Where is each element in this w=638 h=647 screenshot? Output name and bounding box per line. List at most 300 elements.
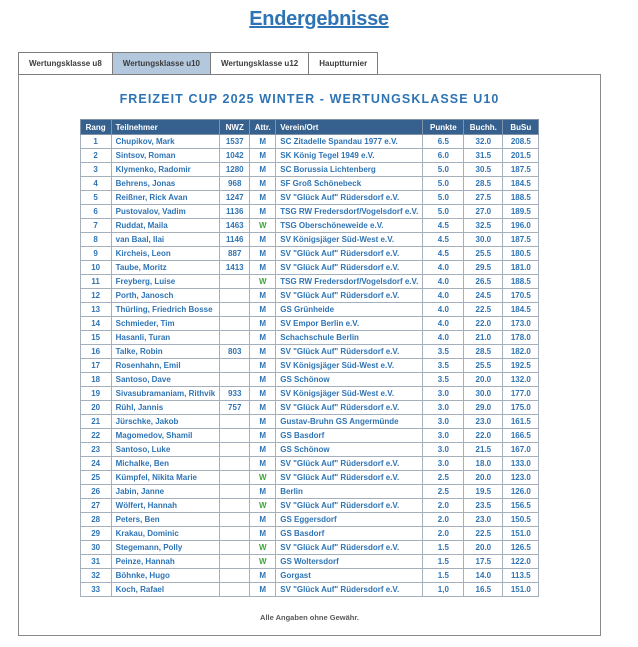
cell-teilnehmer: Jürschke, Jakob [111,415,220,429]
cell-busu: 170.5 [503,289,539,303]
cell-teilnehmer: Peinze, Hannah [111,555,220,569]
cell-verein-ort: Gorgast [276,569,423,583]
cell-rang: 11 [80,275,111,289]
cell-nwz [220,359,250,373]
cell-rang: 21 [80,415,111,429]
table-row [80,443,539,457]
cell-nwz [220,499,250,513]
cell-teilnehmer: Behrens, Jonas [111,177,220,191]
table-row [80,555,539,569]
cell-attr: M [250,303,276,317]
cell-attr: M [250,261,276,275]
cell-buchh: 14.0 [464,569,503,583]
table-row [80,513,539,527]
cell-attr: M [250,569,276,583]
table-row [80,163,539,177]
cell-verein-ort: SV Königsjäger Süd-West e.V. [276,359,423,373]
cell-attr: M [250,359,276,373]
cell-rang: 5 [80,191,111,205]
cell-punkte: 3.5 [423,373,464,387]
cell-verein-ort: SV "Glück Auf" Rüdersdorf e.V. [276,471,423,485]
cell-attr: W [250,499,276,513]
cell-nwz [220,303,250,317]
cell-rang: 13 [80,303,111,317]
cell-teilnehmer: Sintsov, Roman [111,149,220,163]
table-row [80,345,539,359]
cell-attr: M [250,513,276,527]
cell-verein-ort: TSG RW Fredersdorf/Vogelsdorf e.V. [276,275,423,289]
cell-teilnehmer: Ruddat, Maila [111,219,220,233]
cell-rang: 32 [80,569,111,583]
cell-attr: M [250,149,276,163]
table-row [80,429,539,443]
table-row [80,219,539,233]
cell-teilnehmer: Taube, Moritz [111,261,220,275]
cell-punkte: 4.5 [423,219,464,233]
cell-teilnehmer: Magomedov, Shamil [111,429,220,443]
cell-punkte: 2.0 [423,513,464,527]
cell-buchh: 23.0 [464,513,503,527]
table-row [80,359,539,373]
cell-rang: 2 [80,149,111,163]
table-row [80,289,539,303]
cell-attr: M [250,485,276,499]
tab-wertungsklasse-u10[interactable]: Wertungsklasse u10 [112,52,211,75]
cell-buchh: 28.5 [464,345,503,359]
cell-rang: 18 [80,373,111,387]
cell-punkte: 1.5 [423,555,464,569]
cell-teilnehmer: Peters, Ben [111,513,220,527]
cell-nwz [220,527,250,541]
cell-punkte: 3.5 [423,345,464,359]
cell-nwz [220,583,250,597]
cell-punkte: 3.0 [423,443,464,457]
tournament-heading: FREIZEIT CUP 2025 WINTER - WERTUNGSKLASSE U10 [119,92,500,106]
cell-busu: 126.5 [503,541,539,555]
cell-verein-ort: Schachschule Berlin [276,331,423,345]
page-title: Endergebnisse [249,8,389,30]
cell-verein-ort: Gustav-Bruhn GS Angermünde [276,415,423,429]
cell-attr: M [250,443,276,457]
cell-verein-ort: GS Grünheide [276,303,423,317]
cell-punkte: 5.0 [423,177,464,191]
cell-teilnehmer: Klymenko, Radomir [111,163,220,177]
cell-attr: M [250,177,276,191]
cell-nwz: 1463 [220,219,250,233]
cell-teilnehmer: van Baal, Ilai [111,233,220,247]
cell-attr: M [250,415,276,429]
cell-teilnehmer: Talke, Robin [111,345,220,359]
cell-rang: 15 [80,331,111,345]
cell-rang: 22 [80,429,111,443]
cell-verein-ort: SV "Glück Auf" Rüdersdorf e.V. [276,289,423,303]
table-row [80,303,539,317]
cell-attr: M [250,331,276,345]
cell-busu: 166.5 [503,429,539,443]
cell-nwz [220,429,250,443]
cell-punkte: 2.5 [423,485,464,499]
cell-teilnehmer: Rosenhahn, Emil [111,359,220,373]
cell-rang: 23 [80,443,111,457]
cell-rang: 17 [80,359,111,373]
cell-buchh: 21.5 [464,443,503,457]
table-row [80,499,539,513]
cell-busu: 177.0 [503,387,539,401]
cell-attr: M [250,401,276,415]
cell-nwz: 1413 [220,261,250,275]
cell-nwz [220,457,250,471]
cell-busu: 192.5 [503,359,539,373]
cell-teilnehmer: Wölfert, Hannah [111,499,220,513]
cell-buchh: 27.0 [464,205,503,219]
results-table-body [80,135,539,597]
cell-nwz [220,485,250,499]
cell-busu: 181.0 [503,261,539,275]
cell-verein-ort: TSG Oberschöneweide e.V. [276,219,423,233]
column-header-teilnehmer: Teilnehmer [111,120,220,135]
cell-nwz: 1537 [220,135,250,149]
cell-rang: 10 [80,261,111,275]
cell-nwz [220,415,250,429]
cell-attr: M [250,527,276,541]
cell-rang: 12 [80,289,111,303]
cell-punkte: 2.5 [423,471,464,485]
cell-punkte: 3.0 [423,457,464,471]
cell-busu: 189.5 [503,205,539,219]
cell-punkte: 2.0 [423,527,464,541]
cell-buchh: 19.5 [464,485,503,499]
cell-verein-ort: GS Basdorf [276,527,423,541]
cell-buchh: 32.0 [464,135,503,149]
cell-punkte: 6.0 [423,149,464,163]
cell-verein-ort: SV "Glück Auf" Rüdersdorf e.V. [276,261,423,275]
cell-busu: 151.0 [503,527,539,541]
cell-verein-ort: SV "Glück Auf" Rüdersdorf e.V. [276,345,423,359]
table-header-row [80,120,539,135]
cell-busu: 173.0 [503,317,539,331]
cell-buchh: 23.0 [464,415,503,429]
cell-attr: M [250,247,276,261]
cell-attr: M [250,233,276,247]
cell-rang: 20 [80,401,111,415]
cell-teilnehmer: Pustovalov, Vadim [111,205,220,219]
cell-punkte: 1.5 [423,569,464,583]
cell-punkte: 6.5 [423,135,464,149]
cell-buchh: 31.5 [464,149,503,163]
cell-busu: 167.0 [503,443,539,457]
cell-rang: 8 [80,233,111,247]
cell-rang: 7 [80,219,111,233]
cell-rang: 16 [80,345,111,359]
cell-punkte: 3.0 [423,401,464,415]
cell-teilnehmer: Sivasubramaniam, Rithvik [111,387,220,401]
table-row [80,471,539,485]
cell-busu: 201.5 [503,149,539,163]
cell-teilnehmer: Kümpfel, Nikita Marie [111,471,220,485]
cell-busu: 133.0 [503,457,539,471]
cell-nwz: 1280 [220,163,250,177]
cell-attr: M [250,191,276,205]
cell-rang: 14 [80,317,111,331]
cell-rang: 31 [80,555,111,569]
cell-nwz: 933 [220,387,250,401]
cell-busu: 175.0 [503,401,539,415]
cell-rang: 28 [80,513,111,527]
cell-busu: 180.5 [503,247,539,261]
cell-buchh: 20.0 [464,471,503,485]
cell-rang: 1 [80,135,111,149]
cell-verein-ort: TSG RW Fredersdorf/Vogelsdorf e.V. [276,205,423,219]
table-row [80,275,539,289]
cell-buchh: 29.0 [464,401,503,415]
cell-buchh: 20.0 [464,373,503,387]
cell-busu: 132.0 [503,373,539,387]
cell-busu: 187.5 [503,163,539,177]
cell-verein-ort: SV "Glück Auf" Rüdersdorf e.V. [276,191,423,205]
cell-nwz: 1146 [220,233,250,247]
cell-buchh: 16.5 [464,583,503,597]
cell-attr: W [250,555,276,569]
tab-wertungsklasse-u12[interactable]: Wertungsklasse u12 [210,52,309,75]
cell-buchh: 18.0 [464,457,503,471]
cell-nwz: 1247 [220,191,250,205]
cell-buchh: 28.5 [464,177,503,191]
cell-rang: 29 [80,527,111,541]
column-header-rang: Rang [80,120,111,135]
cell-teilnehmer: Koch, Rafael [111,583,220,597]
cell-nwz [220,513,250,527]
cell-busu: 178.0 [503,331,539,345]
cell-busu: 184.5 [503,177,539,191]
cell-rang: 3 [80,163,111,177]
cell-attr: W [250,219,276,233]
table-row [80,261,539,275]
column-header-verein-ort: Verein/Ort [276,120,423,135]
cell-attr: W [250,471,276,485]
cell-punkte: 5.0 [423,191,464,205]
cell-verein-ort: SF Groß Schönebeck [276,177,423,191]
cell-buchh: 22.0 [464,429,503,443]
column-header-punkte: Punkte [423,120,464,135]
cell-buchh: 26.5 [464,275,503,289]
table-row [80,373,539,387]
cell-punkte: 3.5 [423,359,464,373]
table-row [80,527,539,541]
cell-teilnehmer: Santoso, Dave [111,373,220,387]
cell-buchh: 20.0 [464,541,503,555]
cell-teilnehmer: Schmieder, Tim [111,317,220,331]
cell-buchh: 25.5 [464,359,503,373]
cell-buchh: 30.0 [464,233,503,247]
cell-punkte: 2.0 [423,499,464,513]
column-header-busu: BuSu [503,120,539,135]
table-row [80,485,539,499]
cell-verein-ort: GS Schönow [276,443,423,457]
cell-teilnehmer: Santoso, Luke [111,443,220,457]
cell-busu: 188.5 [503,275,539,289]
table-row [80,149,539,163]
table-row [80,317,539,331]
cell-nwz: 887 [220,247,250,261]
cell-buchh: 17.5 [464,555,503,569]
cell-attr: M [250,345,276,359]
cell-verein-ort: SV "Glück Auf" Rüdersdorf e.V. [276,457,423,471]
cell-rang: 27 [80,499,111,513]
cell-punkte: 4.0 [423,275,464,289]
cell-attr: W [250,275,276,289]
cell-busu: 182.0 [503,345,539,359]
disclaimer-text: Alle Angaben ohne Gewähr. [260,613,359,622]
cell-teilnehmer: Porth, Janosch [111,289,220,303]
column-header-buchh: Buchh. [464,120,503,135]
cell-punkte: 4.0 [423,303,464,317]
cell-teilnehmer: Rühl, Jannis [111,401,220,415]
cell-attr: M [250,429,276,443]
cell-verein-ort: SV Königsjäger Süd-West e.V. [276,233,423,247]
cell-busu: 196.0 [503,219,539,233]
table-row [80,541,539,555]
table-row [80,457,539,471]
cell-verein-ort: SV Empor Berlin e.V. [276,317,423,331]
cell-busu: 188.5 [503,191,539,205]
cell-nwz: 1136 [220,205,250,219]
table-row [80,135,539,149]
cell-buchh: 22.5 [464,303,503,317]
cell-verein-ort: SV "Glück Auf" Rüdersdorf e.V. [276,499,423,513]
cell-rang: 33 [80,583,111,597]
cell-busu: 184.5 [503,303,539,317]
tab-hauptturnier[interactable]: Hauptturnier [308,52,378,75]
table-row [80,387,539,401]
cell-punkte: 4.0 [423,289,464,303]
cell-verein-ort: SV "Glück Auf" Rüdersdorf e.V. [276,247,423,261]
cell-nwz [220,331,250,345]
cell-busu: 123.0 [503,471,539,485]
table-row [80,247,539,261]
cell-punkte: 3.0 [423,429,464,443]
cell-teilnehmer: Krakau, Dominic [111,527,220,541]
cell-nwz [220,443,250,457]
table-row [80,401,539,415]
cell-buchh: 22.0 [464,317,503,331]
cell-buchh: 23.5 [464,499,503,513]
cell-verein-ort: SC Borussia Lichtenberg [276,163,423,177]
table-row [80,583,539,597]
cell-teilnehmer: Reißner, Rick Avan [111,191,220,205]
cell-verein-ort: GS Basdorf [276,429,423,443]
cell-rang: 30 [80,541,111,555]
cell-busu: 208.5 [503,135,539,149]
cell-nwz: 803 [220,345,250,359]
cell-attr: M [250,317,276,331]
tab-strip [18,52,377,75]
cell-nwz [220,289,250,303]
cell-punkte: 5.0 [423,163,464,177]
cell-punkte: 3.0 [423,415,464,429]
cell-attr: M [250,163,276,177]
table-row [80,205,539,219]
tab-wertungsklasse-u8[interactable]: Wertungsklasse u8 [18,52,113,75]
cell-buchh: 25.5 [464,247,503,261]
cell-nwz [220,569,250,583]
column-header-attr: Attr. [250,120,276,135]
cell-attr: M [250,387,276,401]
cell-nwz [220,471,250,485]
cell-teilnehmer: Böhnke, Hugo [111,569,220,583]
cell-verein-ort: SV Königsjäger Süd-West e.V. [276,387,423,401]
cell-nwz [220,317,250,331]
cell-attr: M [250,205,276,219]
cell-punkte: 4.0 [423,261,464,275]
cell-rang: 25 [80,471,111,485]
cell-punkte: 3.0 [423,387,464,401]
cell-buchh: 21.0 [464,331,503,345]
column-header-nwz: NWZ [220,120,250,135]
cell-teilnehmer: Thürling, Friedrich Bosse [111,303,220,317]
table-row [80,331,539,345]
cell-teilnehmer: Chupikov, Mark [111,135,220,149]
cell-attr: W [250,541,276,555]
cell-punkte: 4.0 [423,317,464,331]
cell-busu: 150.5 [503,513,539,527]
cell-attr: M [250,135,276,149]
cell-punkte: 1,0 [423,583,464,597]
cell-rang: 24 [80,457,111,471]
cell-buchh: 22.5 [464,527,503,541]
cell-nwz [220,541,250,555]
cell-attr: M [250,289,276,303]
results-table [80,119,540,597]
cell-verein-ort: SV "Glück Auf" Rüdersdorf e.V. [276,583,423,597]
cell-punkte: 4.0 [423,331,464,345]
cell-rang: 26 [80,485,111,499]
cell-punkte: 4.5 [423,233,464,247]
cell-busu: 161.5 [503,415,539,429]
cell-attr: M [250,373,276,387]
cell-nwz: 1042 [220,149,250,163]
cell-rang: 9 [80,247,111,261]
cell-verein-ort: SK König Tegel 1949 e.V. [276,149,423,163]
cell-attr: M [250,583,276,597]
cell-verein-ort: GS Eggersdorf [276,513,423,527]
cell-buchh: 24.5 [464,289,503,303]
cell-buchh: 30.5 [464,163,503,177]
cell-punkte: 1.5 [423,541,464,555]
cell-rang: 6 [80,205,111,219]
table-row [80,233,539,247]
table-row [80,415,539,429]
cell-rang: 4 [80,177,111,191]
table-row [80,191,539,205]
cell-nwz [220,373,250,387]
cell-nwz: 757 [220,401,250,415]
cell-busu: 156.5 [503,499,539,513]
table-row [80,177,539,191]
cell-punkte: 4.5 [423,247,464,261]
cell-buchh: 30.0 [464,387,503,401]
cell-busu: 187.5 [503,233,539,247]
cell-nwz [220,555,250,569]
cell-attr: M [250,457,276,471]
cell-punkte: 5.0 [423,205,464,219]
cell-verein-ort: Berlin [276,485,423,499]
cell-buchh: 32.5 [464,219,503,233]
cell-verein-ort: SC Zitadelle Spandau 1977 e.V. [276,135,423,149]
cell-teilnehmer: Kircheis, Leon [111,247,220,261]
cell-teilnehmer: Freyberg, Luise [111,275,220,289]
cell-buchh: 29.5 [464,261,503,275]
cell-busu: 151.0 [503,583,539,597]
